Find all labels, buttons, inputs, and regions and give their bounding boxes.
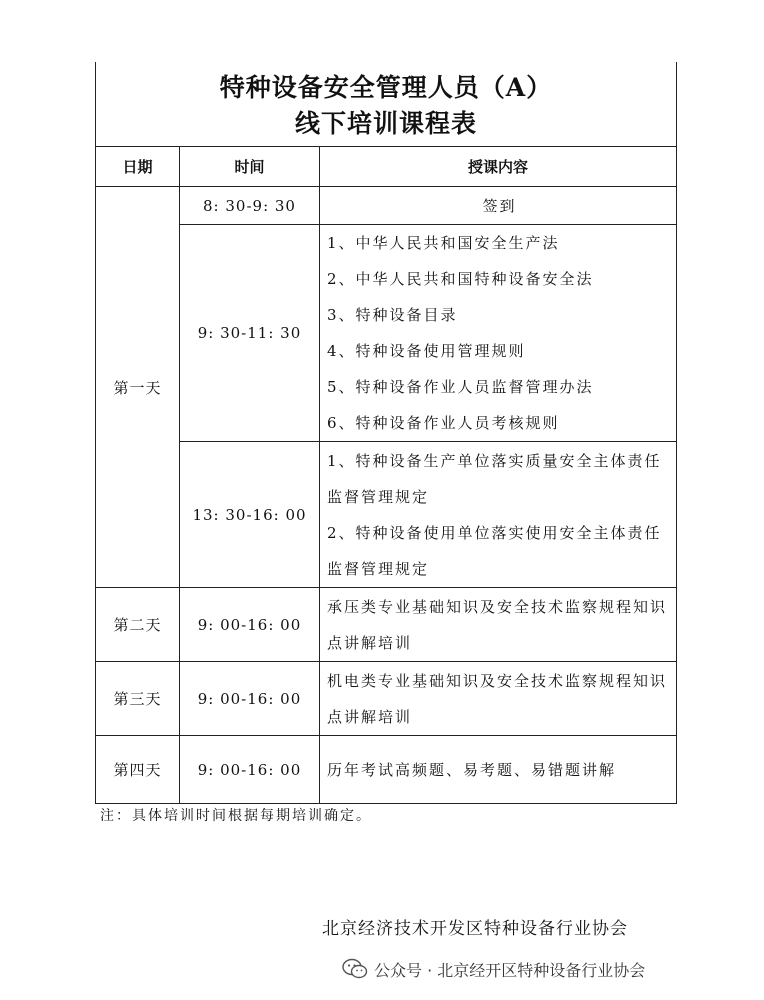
list-item: 3、特种设备目录 — [327, 306, 458, 324]
day1-label: 第一天 — [96, 187, 180, 588]
list-item: 承压类专业基础知识及安全技术监察规程知识点讲解培训 — [327, 597, 668, 652]
header-content: 授课内容 — [320, 147, 677, 187]
watermark — [342, 955, 645, 983]
list-item: 机电类专业基础知识及安全技术监察规程知识点讲解培训 — [327, 671, 668, 726]
table-row — [96, 442, 677, 588]
title-block — [95, 62, 677, 146]
list-item: 1、中华人民共和国安全生产法 — [327, 234, 560, 252]
day3-content — [320, 662, 677, 736]
day4-time: 9: 00-16: 00 — [180, 736, 320, 804]
day1-session1-content — [320, 187, 677, 225]
table-row — [96, 662, 677, 736]
document-title: 特种设备安全管理人员（A） — [219, 73, 553, 102]
day4-label: 第四天 — [96, 736, 180, 804]
list-item: 2、中华人民共和国特种设备安全法 — [327, 270, 594, 288]
list-item: 1、特种设备生产单位落实质量安全主体责任监督管理规定 — [327, 451, 662, 506]
list-item: 5、特种设备作业人员监督管理办法 — [327, 378, 594, 396]
header-day: 日期 — [96, 147, 180, 187]
list-item: 历年考试高频题、易考题、易错题讲解 — [327, 760, 617, 779]
list-item: 4、特种设备使用管理规则 — [327, 342, 526, 360]
day2-content — [320, 588, 677, 662]
header-time: 时间 — [180, 147, 320, 187]
day1-session1-time: 8: 30-9: 30 — [180, 187, 320, 225]
organization-name: 北京经济技术开发区特种设备行业协会 — [322, 919, 628, 939]
list-item: 签到 — [482, 196, 517, 215]
table-row — [96, 736, 677, 804]
table-row — [96, 225, 677, 442]
day2-time: 9: 00-16: 00 — [180, 588, 320, 662]
day2-label: 第二天 — [96, 588, 180, 662]
table-header-row — [96, 147, 677, 187]
document-subtitle: 线下培训课程表 — [294, 109, 477, 138]
day3-label: 第三天 — [96, 662, 180, 736]
list-item: 6、特种设备作业人员考核规则 — [327, 414, 560, 432]
schedule-table — [95, 146, 677, 804]
day1-session2-content — [320, 225, 677, 442]
day1-session3-time: 13: 30-16: 00 — [180, 442, 320, 588]
list-item: 2、特种设备使用单位落实使用安全主体责任监督管理规定 — [327, 523, 662, 578]
table-row — [96, 588, 677, 662]
table-row — [96, 187, 677, 225]
wechat-icon — [342, 958, 368, 980]
day4-content — [320, 736, 677, 804]
watermark-text: 公众号 · 北京经开区特种设备行业协会 — [374, 960, 646, 980]
day3-time: 9: 00-16: 00 — [180, 662, 320, 736]
footnote: 注：具体培训时间根据每期培训确定。 — [100, 808, 372, 824]
day1-session2-time: 9: 30-11: 30 — [180, 225, 320, 442]
day1-session3-content — [320, 442, 677, 588]
